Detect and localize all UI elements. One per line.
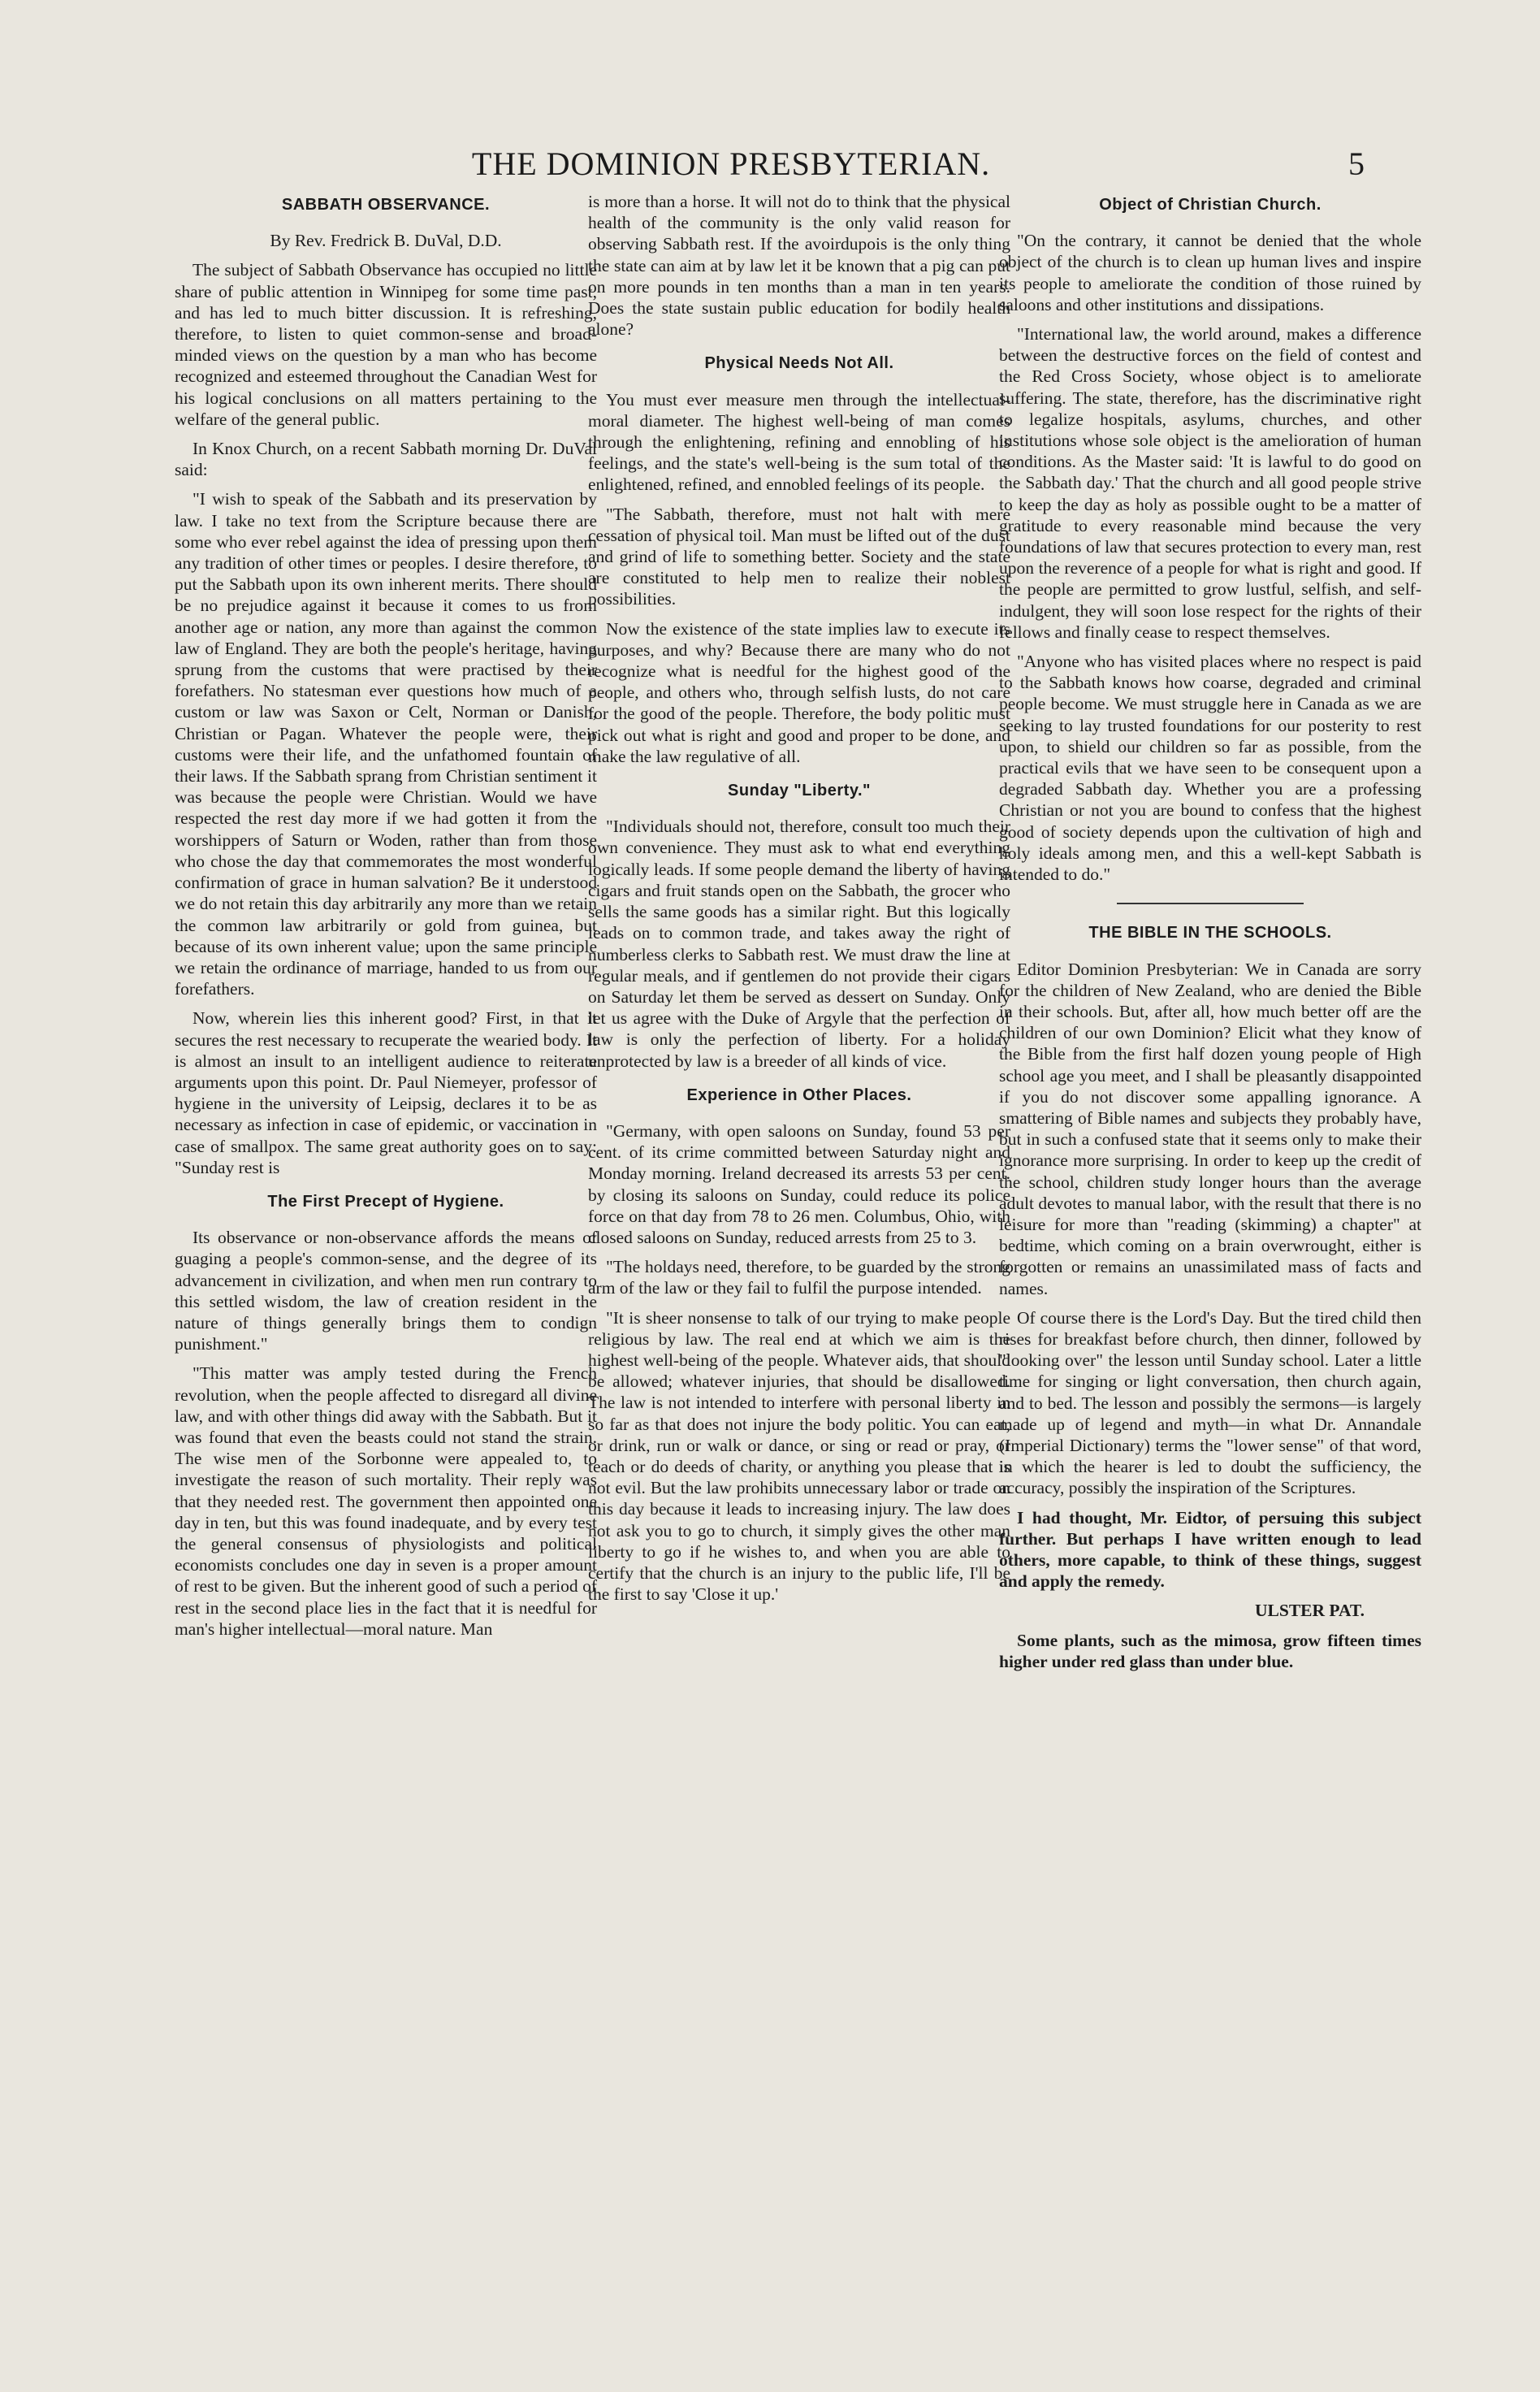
- section-divider: [1117, 903, 1304, 904]
- paragraph: I had thought, Mr. Eidtor, of persuing this subject further. But perhaps I have written enough to lead others, more capable, to think of these things, suggest and apply the remedy.: [999, 1507, 1421, 1592]
- column-3: [999, 191, 1421, 1680]
- paragraph: "The Sabbath, therefore, must not halt with mere cessation of physical toil. Man must be lifted out of the dust and grind of life to something better. Society and the state are constituted to help men to realize their noblest possibilities.: [588, 504, 1010, 609]
- subheading-first-precept: The First Precept of Hygiene.: [267, 1192, 504, 1211]
- paragraph: "This matter was amply tested during the French revolution, when the people affected to disregard all divine law, and with other things did away with the Sabbath. But it was found that even the beasts could not stand the strain. The wise men of the Sorbonne were appealed to, to investigate the reason of such mortality. Their reply was that they needed rest. The government then appointed one day in ten, but this was found inadequate, and by every test the general consensus of physiologists and political economists concludes one day in seven is a proper amount of rest to be given. But the inherent good of such a period of rest in the second place lies in the fact that it is needful for man's higher intellectual—moral nature. Man: [175, 1363, 597, 1639]
- page-number: 5: [1348, 145, 1365, 182]
- paragraph: The subject of Sabbath Observance has occupied no little share of public attention in Winnipeg for some time past, and has led to much bitter discussion. It is refreshing, therefore, to listen to quiet common-sense and broad-minded views on the question by a man who has become recognized and esteemed throughout the Canadian West for his logical conclusions on all matters pertaining to the welfare of the general public.: [175, 260, 597, 429]
- paragraph: Its observance or non-observance affords the means of guaging a people's common-sense, and the degree of its advancement in civilization, and when men run contrary to this settled wisdom, the law of creation resident in the nature of things generally brings them to condign punishment.": [175, 1228, 597, 1354]
- subheading-object-christian-church: Object of Christian Church.: [1099, 196, 1322, 214]
- paragraph: Now the existence of the state implies law to execute its purposes, and why? Because there are many who do not recognize what is needful for the highest good of the people, and others who, through selfish lusts, do not care for the good of the people. Therefore, the body politic must pick out what is right and good and proper to be done, and make the law regulative of all.: [588, 618, 1010, 766]
- paragraph: Editor Dominion Presbyterian: We in Canada are sorry for the children of New Zealand, who are denied the Bible in their schools. But, after all, how much better off are the children of our own Dominion? Elicit what they know of the Bible from the first half dozen young people of High school age you meet, and I shall be pleasantly disappointed if you do not discover some appalling ignorance. A smattering of Bible names and subjects they probably have, but in such a confused state that it seems only to make their ignorance more surprising. In order to keep up the credit of the school, children study longer hours than the average adult devotes to manual labor, with the result that there is no leisure for more than "reading (skimming) a chapter" at bedtime, which coming on a brain overwrought, either is forgotten or remains an unassimilated mass of facts and names.: [999, 959, 1421, 1298]
- column-2: [588, 191, 1010, 1613]
- subheading-sunday-liberty: Sunday "Liberty.": [727, 782, 871, 800]
- paragraph: Now, wherein lies this inherent good? First, in that it secures the rest necessary to recuperate the wearied body. It is almost an insult to an intelligent audience to reiterate arguments upon this point. Dr. Paul Niemeyer, professor of hygiene in the university of Leipsig, declares it to be as necessary as infection in case of epidemic, or vaccination in case of smallpox. The same great authority goes on to say: "Sunday rest is: [175, 1008, 597, 1177]
- paragraph: In Knox Church, on a recent Sabbath morning Dr. DuVal said:: [175, 439, 597, 480]
- paragraph: "I wish to speak of the Sabbath and its preservation by law. I take no text from the Scripture because there are some who ever rebel against the idea of pressing upon them any tradition of other times or peoples. I desire therefore, to put the Sabbath upon its own inherent merits. There should be no prejudice against it because it comes to us from another age or nation, any more than against the common law of England. They are both the people's heritage, having sprung from the customs that were practised by their forefathers. No statesman ever questions how much of a custom or law was Saxon or Celt, Norman or Danish, Christian or Pagan. Whatever the people were, their customs were their life, and the unfathomed fountain of their laws. If the Sabbath sprang from Christian sentiment it was because the people were Christian. Would we have respected the rest day more if we had gotten it from the worshippers of Saturn or Woden, rather than from those who chose the day that commemorates the most wonderful confirmation of grace in human salvation? Be it understood we do not retain this day arbitrarily any more than we retain the common law arbitrarily or gold from guinea, but because of its own inherent value; upon the same principle we retain the ordinance of marriage, handed to us from our forefathers.: [175, 489, 597, 999]
- paragraph: "Germany, with open saloons on Sunday, found 53 per cent. of its crime committed between Saturday night and Monday morning. Ireland decreased its arrests 53 per cent. by closing its saloons on Sunday, could reduce its police force on that day from 78 to 26 men. Columbus, Ohio, with closed saloons on Sunday, reduced arrests from 25 to 3.: [588, 1120, 1010, 1247]
- filler-note: Some plants, such as the mimosa, grow fifteen times higher under red glass than under blue.: [999, 1630, 1421, 1671]
- paragraph: "On the contrary, it cannot be denied that the whole object of the church is to clean up human lives and inspire its people to ameliorate the condition of those ruined by saloons and other institutions and dissipations.: [999, 231, 1421, 314]
- paragraph: You must ever measure men through the intellectual-moral diameter. The highest well-being of man comes through the enlightening, refining and ennobling of his feelings, and the state's well-being is the sum total of the enlightened, refined, and ennobled feelings of its people.: [588, 389, 1010, 495]
- paragraph: "The holdays need, therefore, to be guarded by the strong arm of the law or they fail to fulfil the purpose intended.: [588, 1257, 1010, 1298]
- paragraph: Of course there is the Lord's Day. But the tired child then rises for breakfast before church, then dinner, followed by "looking over" the lesson until Sunday school. Later a little time for singing or light conversation, then church again, and to bed. The lesson and possibly the sermons—is largely made up of legend and myth—in what Dr. Annandale (Imperial Dictionary) terms the "lower sense" of that word, in which the hearer is led to doubt the sufficiency, the accuracy, possibly the inspiration of the Scriptures.: [999, 1307, 1421, 1498]
- letter-signature: ULSTER PAT.: [1255, 1601, 1365, 1621]
- paragraph: "Anyone who has visited places where no respect is paid to the Sabbath knows how coarse, degraded and criminal people become. We must struggle here in Canada as we are seeking to lay trusted foundations for our posterity to rest upon, to shield our children so far as possible, from the practical evils that we have seen to be consequent upon a degraded Sabbath day. Whether you are a professing Christian or not you are bound to confess that the highest good of society depends upon the cultivation of high and holy ideals among men, and this a well-kept Sabbath is intended to do.": [999, 652, 1421, 885]
- subheading-experience: Experience in Other Places.: [686, 1086, 912, 1104]
- paragraph: "It is sheer nonsense to talk of our trying to make people religious by law. The real end at which we aim is the highest well-being of the people. Whatever aids, that should be allowed; whatever injuries, that should be disallowed. The law is not intended to interfere with personal liberty in so far as that does not injure the body politic. You can eat, or drink, run or walk or dance, or sing or read or pray, or teach or do deeds of charity, or anything you please that is not evil. But the law prohibits unnecessary labor or trade on this day because it leads to increasing injury. The law does not ask you to go to church, it simply gives the other man liberty to go if he wishes to, and when you are able to certify that the church is an injury to the public life, I'll be the first to say 'Close it up.': [588, 1307, 1010, 1605]
- column-1: [175, 191, 597, 1648]
- article-heading-sabbath-observance: SABBATH OBSERVANCE.: [281, 196, 491, 214]
- page-header: [97, 145, 1365, 185]
- paragraph: "International law, the world around, makes a difference between the destructive forces on the field of contest and the Red Cross Society, whose object is to ameliorate suffering. The state, therefore, has the discriminative right to legalize hospitals, asylums, churches, and other institutions whose sole object is the amelioration of human conditions. As the Master said: 'It is lawful to do good on the Sabbath day.' That the church and all good people strive to keep the day as holy as possible ought to be a matter of gratitude to every reasonable mind because the very foundations of law that secures protection to every man, rest upon the reverence of a people for what is right and good. If the people are permitted to grow lustful, selfish, and self-indulgent, they will soon lose respect for the rights of their fellows and finally cease to respect themselves.: [999, 324, 1421, 642]
- article-heading-bible-schools: THE BIBLE IN THE SCHOOLS.: [1088, 924, 1332, 942]
- article-byline: By Rev. Fredrick B. DuVal, D.D.: [270, 231, 502, 251]
- newspaper-title: THE DOMINION PRESBYTERIAN.: [471, 145, 991, 182]
- paragraph: is more than a horse. It will not do to think that the physical health of the community is the only valid reason for observing Sabbath rest. If the avoirdupois is the only thing the state can aim at by law let it be known that a pig can put on more pounds in ten months than a man in ten years. Does the state sustain public education for bodily health alone?: [588, 192, 1010, 340]
- subheading-physical-needs: Physical Needs Not All.: [704, 354, 894, 373]
- paragraph: "Individuals should not, therefore, consult too much their own convenience. They must ask to what end everything logically leads. If some people demand the liberty of having cigars and fruit stands open on the Sabbath, the grocer who sells the same goods has a similar right. But this logically leads on to common trade, and takes away the right of numberless clerks to Sabbath rest. We must draw the line at regular meals, and if gentlemen do not provide their cigars on Saturday let them be served as dessert on Sunday. Only let us agree with the Duke of Argyle that the perfection of law is only the perfection of liberty. For a holiday unprotected by law is a breeder of all kinds of vice.: [588, 817, 1010, 1071]
